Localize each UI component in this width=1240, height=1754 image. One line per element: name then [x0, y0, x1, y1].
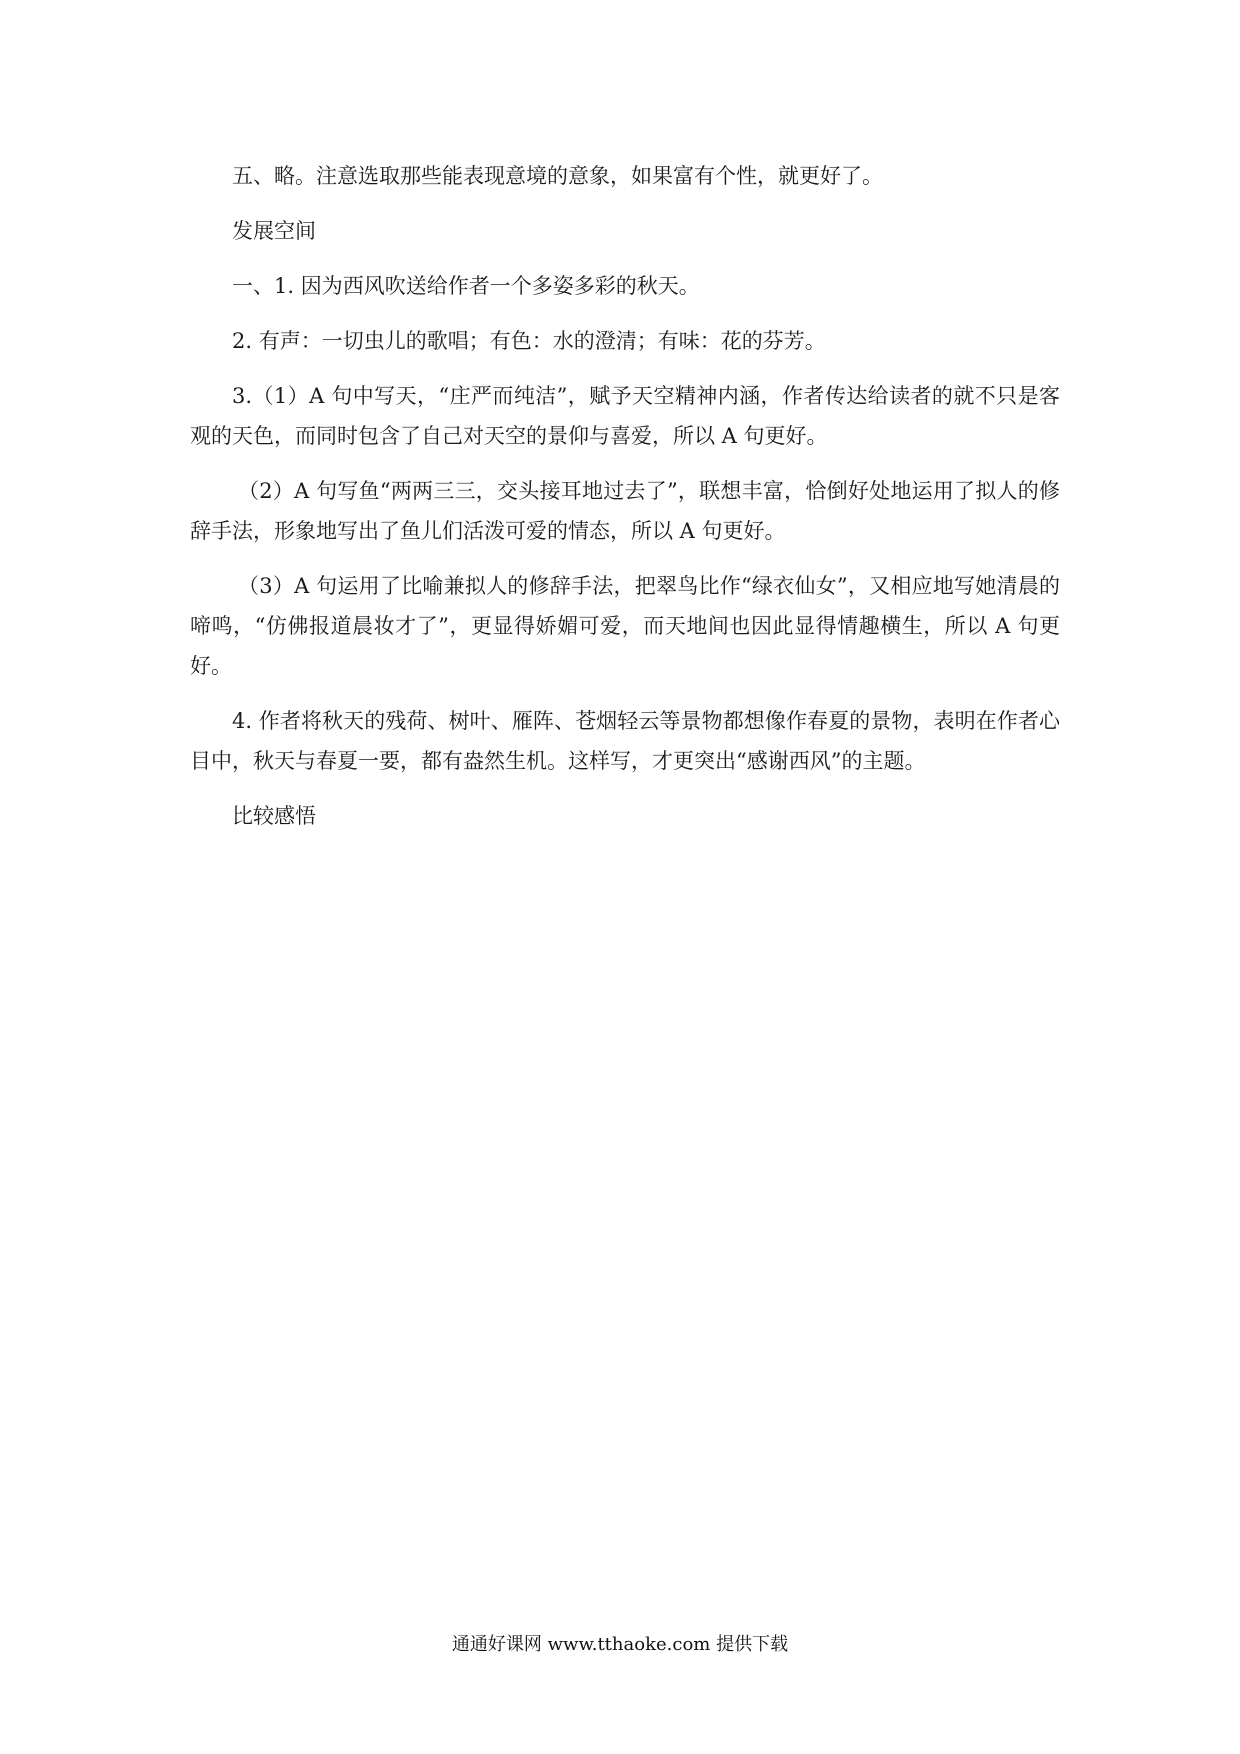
page-footer: 通通好课网 www.tthaoke.com 提供下载 — [451, 1634, 789, 1655]
paragraph-3-2: （2）A 句写鱼“两两三三，交头接耳地过去了”，联想丰富，恰倒好处地运用了拟人的修辞手法，形象地写出了鱼儿们活泼可爱的情态，所以 A 句更好。 — [190, 479, 1060, 543]
section-heading-comparison: 比较感悟 — [232, 804, 316, 828]
paragraph-3-1: 3.（1）A 句中写天，“庄严而纯洁”，赋予天空精神内涵，作者传达给读者的就不只是客观的天色，而同时包含了自己对天空的景仰与喜爱，所以 A 句更好。 — [190, 384, 1060, 448]
answer-content — [190, 156, 1060, 851]
paragraph-five: 五、略。注意选取那些能表现意境的意象，如果富有个性，就更好了。 — [232, 164, 883, 188]
paragraph-one-1: 一、1. 因为西风吹送给作者一个多姿多彩的秋天。 — [232, 274, 700, 298]
paragraph-3-3: （3）A 句运用了比喻兼拟人的修辞手法，把翠鸟比作“绿衣仙女”，又相应地写她清晨的啼鸣，“仿佛报道晨妆才了”，更显得娇媚可爱，而天地间也因此显得情趣横生，所以 A 句更好。 — [190, 574, 1061, 678]
paragraph-4: 4. 作者将秋天的残荷、树叶、雁阵、苍烟轻云等景物都想像作春夏的景物，表明在作者心目中，秋天与春夏一要，都有盎然生机。这样写，才更突出“感谢西风”的主题。 — [190, 709, 1060, 773]
section-heading-development: 发展空间 — [232, 219, 316, 243]
paragraph-2: 2. 有声：一切虫儿的歌唱；有色：水的澄清；有味：花的芬芳。 — [232, 329, 826, 353]
